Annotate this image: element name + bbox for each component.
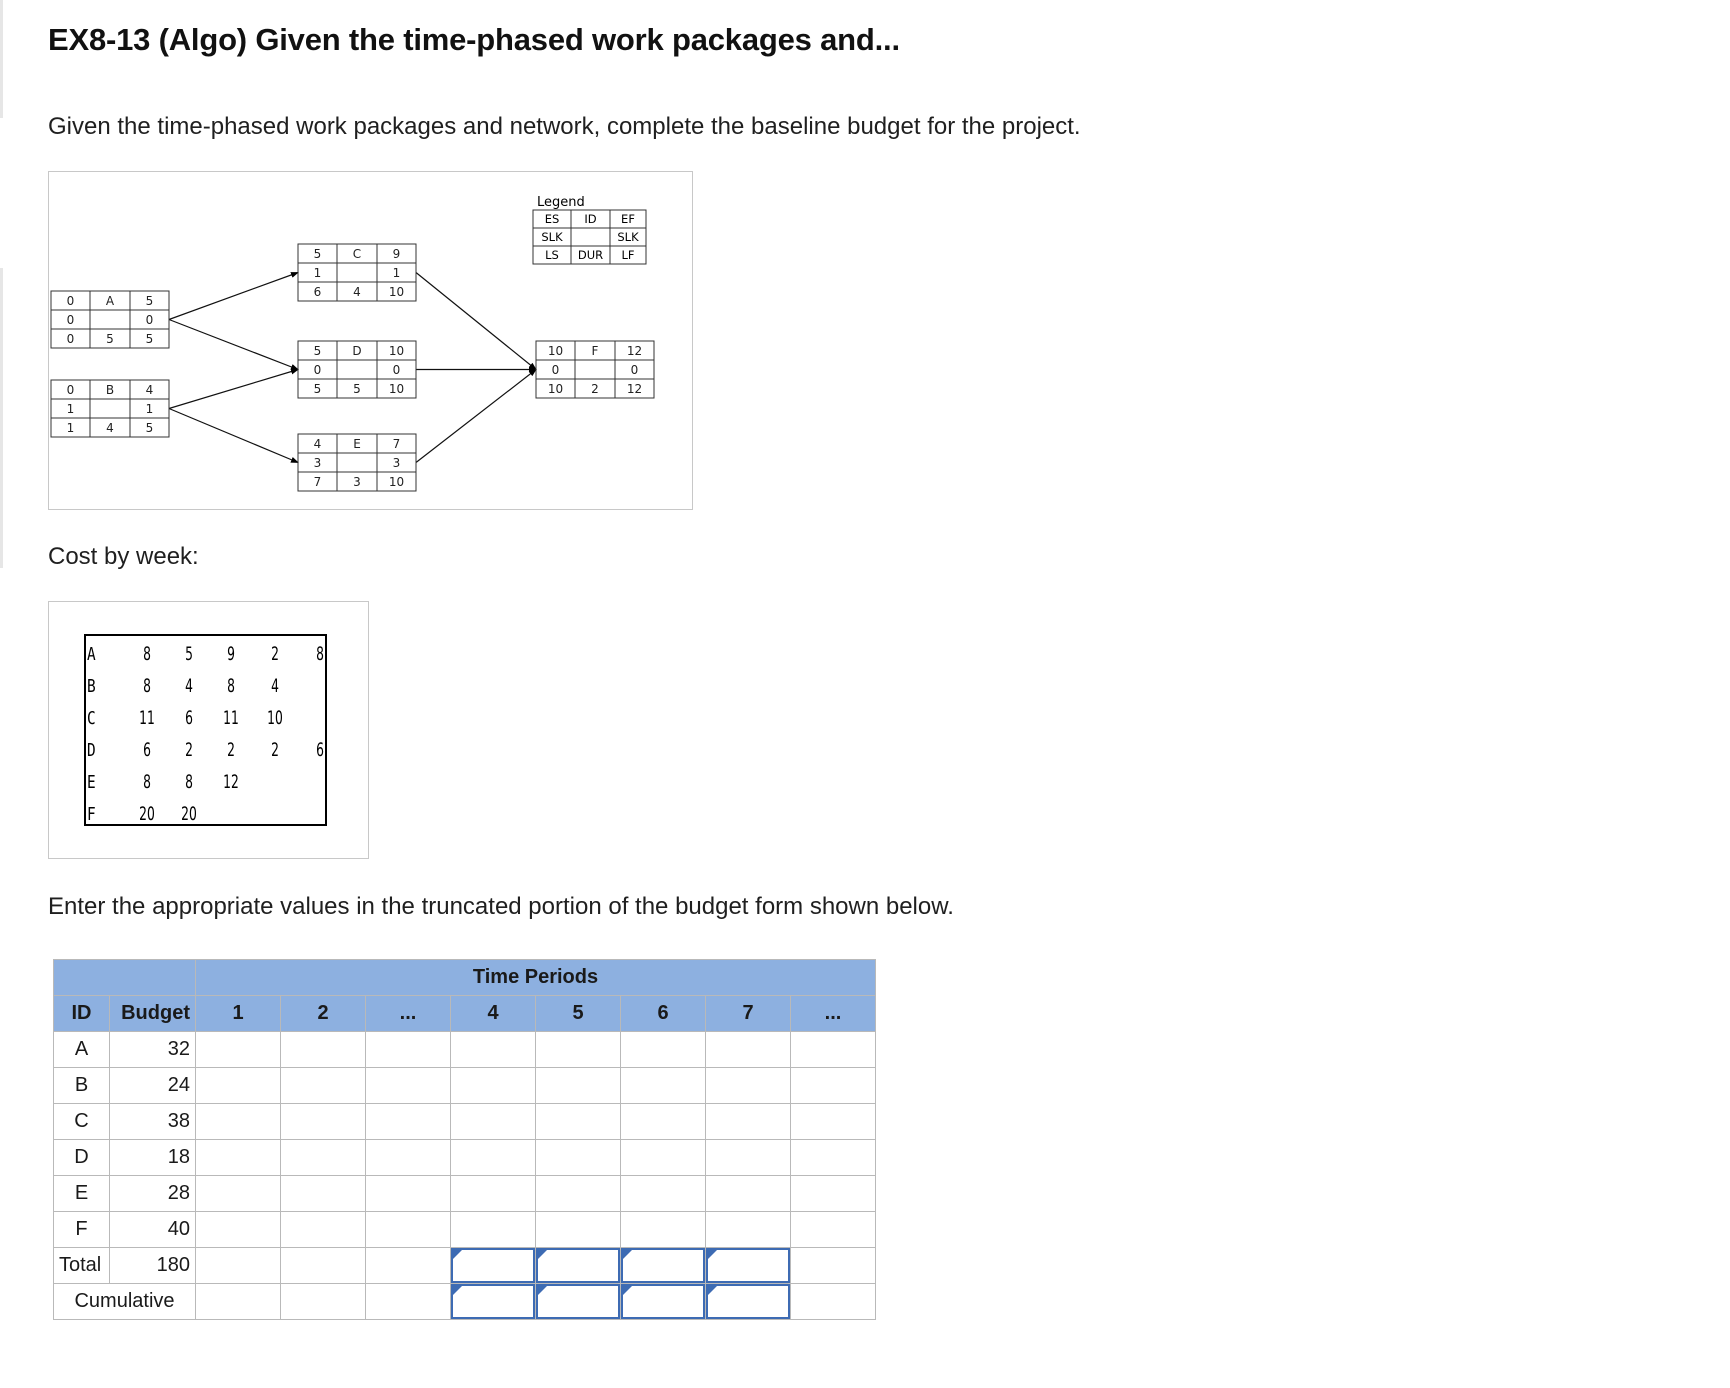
legend-row1-1: ID	[584, 212, 597, 226]
table-row	[54, 1068, 876, 1104]
period-cell	[366, 1212, 451, 1248]
node-f-lf: 12	[626, 382, 643, 396]
period-cell	[451, 1104, 536, 1140]
cumulative-period-cell	[281, 1284, 366, 1320]
edge-b-d	[169, 370, 298, 409]
period-cell	[281, 1176, 366, 1212]
period-cell	[791, 1140, 876, 1176]
cost-row-a	[87, 643, 324, 665]
period-cell	[536, 1032, 621, 1068]
period-cell	[196, 1032, 281, 1068]
legend-row3-0: LS	[545, 248, 559, 262]
node-e-ef: 7	[392, 437, 401, 451]
cost-value: 11	[223, 706, 239, 729]
period-cell	[366, 1068, 451, 1104]
left-edge-strip-lower	[0, 268, 3, 568]
row-id-d: D	[54, 1140, 110, 1176]
period-cell	[281, 1068, 366, 1104]
period-cell	[621, 1212, 706, 1248]
cost-value: 10	[267, 706, 283, 729]
total-period-6-input-box	[706, 1248, 790, 1283]
node-d-slk_l: 0	[313, 363, 322, 377]
node-e-id: E	[353, 437, 361, 451]
legend-row3-2: LF	[621, 248, 635, 262]
cost-value: 6	[185, 706, 193, 729]
node-f-dur: 2	[591, 382, 599, 396]
period-cell	[451, 1212, 536, 1248]
node-a-slk_l: 0	[66, 313, 75, 327]
node-e-slk_r: 3	[392, 456, 401, 470]
cost-row-d	[87, 739, 324, 761]
total-row	[54, 1248, 876, 1284]
cumulative-label: Cumulative	[54, 1284, 196, 1320]
row-id-f: F	[54, 1212, 110, 1248]
total-budget: 180	[110, 1248, 196, 1284]
total-period-6-input[interactable]	[708, 1250, 788, 1281]
node-f-slk_r: 0	[630, 363, 639, 377]
total-period-4-input-box	[536, 1248, 620, 1283]
edge-c-f	[416, 273, 536, 370]
node-e-slk_l: 3	[313, 456, 322, 470]
cumulative-period-6-input[interactable]	[708, 1286, 788, 1317]
cost-row-id: F	[87, 803, 96, 825]
total-period-6-cell	[706, 1248, 791, 1284]
legend-title: Legend	[537, 195, 585, 210]
network-node-d	[298, 341, 416, 398]
period-cell	[281, 1032, 366, 1068]
period-cell	[451, 1068, 536, 1104]
node-e-dur: 3	[353, 475, 361, 489]
node-c-dur: 4	[353, 285, 361, 299]
node-b-ls: 1	[66, 421, 75, 435]
cost-value: 4	[185, 674, 193, 697]
node-e-ls: 7	[313, 475, 322, 489]
cost-value: 11	[139, 706, 155, 729]
cumulative-period-cell	[366, 1284, 451, 1320]
cost-table-frame	[85, 635, 326, 825]
period-cell	[706, 1104, 791, 1140]
network-nodes	[51, 244, 654, 491]
period-cell	[366, 1140, 451, 1176]
total-period-cell	[281, 1248, 366, 1284]
cumulative-period-5-cell	[621, 1284, 706, 1320]
period-header-4: 5	[536, 996, 621, 1032]
total-label: Total	[54, 1248, 110, 1284]
node-d-lf: 10	[388, 382, 405, 396]
node-c-es: 5	[313, 247, 322, 261]
network-legend	[533, 195, 646, 264]
cumulative-period-5-input-box	[621, 1284, 705, 1319]
table-row	[54, 1140, 876, 1176]
total-period-cell	[366, 1248, 451, 1284]
period-cell	[791, 1104, 876, 1140]
cumulative-period-3-input[interactable]	[453, 1286, 533, 1317]
node-c-slk_r: 1	[392, 266, 401, 280]
cost-row-id: D	[87, 739, 96, 761]
row-budget-b: 24	[110, 1068, 196, 1104]
period-cell	[621, 1176, 706, 1212]
period-cell	[536, 1068, 621, 1104]
legend-row2-2: SLK	[617, 230, 639, 244]
period-cell	[366, 1104, 451, 1140]
page-title: EX8-13 (Algo) Given the time-phased work packages and...	[48, 22, 900, 57]
edge-e-f	[416, 370, 536, 463]
header-blank	[54, 960, 196, 996]
node-d-dur: 5	[353, 382, 361, 396]
cumulative-period-4-input[interactable]	[538, 1286, 618, 1317]
period-cell	[196, 1104, 281, 1140]
node-b-dur: 4	[106, 421, 114, 435]
cost-by-week-label: Cost by week:	[48, 543, 199, 570]
table-row	[54, 1032, 876, 1068]
cumulative-period-3-cell	[451, 1284, 536, 1320]
node-a-es: 0	[66, 294, 75, 308]
period-cell	[791, 1068, 876, 1104]
cost-value: 9	[227, 642, 235, 665]
period-header-0: 1	[196, 996, 281, 1032]
cost-rows	[87, 643, 324, 825]
node-c-ls: 6	[313, 285, 322, 299]
cost-value: 8	[227, 674, 235, 697]
period-cell	[706, 1032, 791, 1068]
network-diagram-svg	[49, 172, 692, 509]
period-cell	[281, 1212, 366, 1248]
period-cell	[536, 1212, 621, 1248]
node-a-lf: 5	[145, 332, 154, 346]
total-period-3-cell	[451, 1248, 536, 1284]
node-f-slk_l: 0	[551, 363, 560, 377]
node-c-id: C	[352, 247, 362, 261]
row-id-b: B	[54, 1068, 110, 1104]
node-b-slk_r: 1	[145, 402, 154, 416]
cumulative-period-cell	[196, 1284, 281, 1320]
period-cell	[791, 1176, 876, 1212]
row-id-c: C	[54, 1104, 110, 1140]
period-cell	[281, 1104, 366, 1140]
total-period-5-input-box	[621, 1248, 705, 1283]
cumulative-period-4-cell	[536, 1284, 621, 1320]
row-id-a: A	[54, 1032, 110, 1068]
period-cell	[196, 1140, 281, 1176]
table-row	[54, 1212, 876, 1248]
node-f-ef: 12	[626, 344, 643, 358]
node-d-es: 5	[313, 344, 322, 358]
period-cell	[281, 1140, 366, 1176]
node-b-lf: 5	[145, 421, 154, 435]
cumulative-period-6-cell	[706, 1284, 791, 1320]
node-e-es: 4	[313, 437, 322, 451]
period-header-row	[54, 996, 876, 1032]
cost-value: 2	[227, 738, 235, 761]
node-c-ef: 9	[392, 247, 401, 261]
cost-row-c	[87, 707, 283, 729]
period-cell	[536, 1104, 621, 1140]
period-header-7: ...	[791, 996, 876, 1032]
total-period-5-cell	[621, 1248, 706, 1284]
cost-by-week-table	[48, 601, 369, 859]
period-header-5: 6	[621, 996, 706, 1032]
cost-value: 4	[271, 674, 279, 697]
network-node-a	[51, 291, 169, 348]
legend-row1-2: EF	[621, 212, 635, 226]
cost-value: 2	[271, 642, 279, 665]
period-cell	[706, 1140, 791, 1176]
legend-row3-1: DUR	[577, 248, 604, 262]
cost-value: 6	[143, 738, 151, 761]
row-budget-a: 32	[110, 1032, 196, 1068]
node-e-lf: 10	[388, 475, 405, 489]
edge-a-c	[169, 273, 298, 320]
node-a-ls: 0	[66, 332, 75, 346]
cost-value: 6	[316, 738, 324, 761]
node-a-ef: 5	[145, 294, 154, 308]
period-cell	[621, 1140, 706, 1176]
period-header-3: 4	[451, 996, 536, 1032]
budget-form	[53, 959, 876, 1320]
cost-row-id: B	[87, 675, 96, 697]
network-node-b	[51, 380, 169, 437]
network-diagram	[48, 171, 693, 510]
cumulative-period-4-input-box	[536, 1284, 620, 1319]
period-cell	[451, 1140, 536, 1176]
cost-value: 20	[139, 802, 155, 825]
period-cell	[366, 1032, 451, 1068]
node-b-ef: 4	[145, 383, 154, 397]
period-cell	[451, 1176, 536, 1212]
period-cell	[621, 1104, 706, 1140]
edge-b-e	[169, 409, 298, 463]
period-cell	[791, 1212, 876, 1248]
instructions: Given the time-phased work packages and network, complete the baseline budget for the project.	[48, 113, 1081, 140]
period-cell	[621, 1068, 706, 1104]
table-row	[54, 1104, 876, 1140]
left-edge-strip	[0, 0, 3, 118]
period-cell	[366, 1176, 451, 1212]
node-d-ef: 10	[388, 344, 405, 358]
row-id-e: E	[54, 1176, 110, 1212]
cost-row-id: C	[87, 707, 96, 729]
cumulative-period-cell	[791, 1284, 876, 1320]
network-node-e	[298, 434, 416, 491]
node-a-id: A	[105, 294, 115, 308]
total-period-3-input[interactable]	[453, 1250, 533, 1281]
period-cell	[196, 1068, 281, 1104]
period-cell	[791, 1032, 876, 1068]
cost-row-id: E	[87, 771, 96, 793]
cost-by-week-svg	[49, 602, 368, 858]
total-period-3-input-box	[451, 1248, 535, 1283]
row-budget-c: 38	[110, 1104, 196, 1140]
cumulative-period-5-input[interactable]	[623, 1286, 703, 1317]
network-node-c	[298, 244, 416, 301]
period-cell	[196, 1176, 281, 1212]
node-a-slk_r: 0	[145, 313, 154, 327]
total-period-4-cell	[536, 1248, 621, 1284]
row-budget-d: 18	[110, 1140, 196, 1176]
period-cell	[196, 1212, 281, 1248]
node-f-id: F	[591, 344, 599, 358]
node-d-id: D	[352, 344, 362, 358]
total-period-cell	[791, 1248, 876, 1284]
cumulative-period-6-input-box	[706, 1284, 790, 1319]
time-periods-header: Time Periods	[196, 960, 876, 996]
cost-value: 8	[143, 642, 151, 665]
node-c-slk_l: 1	[313, 266, 322, 280]
network-node-f	[536, 341, 654, 398]
period-header-6: 7	[706, 996, 791, 1032]
cost-value: 20	[181, 802, 197, 825]
id-column-header: ID	[54, 996, 110, 1032]
cost-row-f	[87, 803, 197, 825]
total-period-cell	[196, 1248, 281, 1284]
node-b-es: 0	[66, 383, 75, 397]
cost-row-e	[87, 771, 239, 793]
cost-value: 12	[223, 770, 239, 793]
budget-rows	[54, 1032, 876, 1320]
form-instructions: Enter the appropriate values in the truncated portion of the budget form shown below.	[48, 893, 954, 920]
cost-row-id: A	[87, 643, 96, 665]
cost-value: 8	[316, 642, 324, 665]
node-a-dur: 5	[106, 332, 114, 346]
cumulative-row	[54, 1284, 876, 1320]
period-cell	[706, 1212, 791, 1248]
period-cell	[706, 1068, 791, 1104]
total-period-4-input[interactable]	[538, 1250, 618, 1281]
node-c-lf: 10	[388, 285, 405, 299]
budget-column-header: Budget	[110, 996, 196, 1032]
cost-value: 8	[185, 770, 193, 793]
node-f-es: 10	[547, 344, 564, 358]
node-d-slk_r: 0	[392, 363, 401, 377]
period-cell	[621, 1032, 706, 1068]
table-row	[54, 1176, 876, 1212]
legend-row1-0: ES	[544, 212, 560, 226]
cumulative-period-3-input-box	[451, 1284, 535, 1319]
node-f-ls: 10	[547, 382, 564, 396]
cost-value: 8	[143, 770, 151, 793]
cost-value: 2	[185, 738, 193, 761]
node-d-ls: 5	[313, 382, 322, 396]
node-b-slk_l: 1	[66, 402, 75, 416]
row-budget-e: 28	[110, 1176, 196, 1212]
node-b-id: B	[105, 383, 115, 397]
total-period-5-input[interactable]	[623, 1250, 703, 1281]
legend-row2-0: SLK	[541, 230, 563, 244]
period-header-1: 2	[281, 996, 366, 1032]
cost-value: 8	[143, 674, 151, 697]
cost-row-b	[87, 675, 279, 697]
period-cell	[706, 1176, 791, 1212]
period-cell	[536, 1140, 621, 1176]
period-cell	[536, 1176, 621, 1212]
period-header-2: ...	[366, 996, 451, 1032]
period-cell	[451, 1032, 536, 1068]
cost-value: 2	[271, 738, 279, 761]
row-budget-f: 40	[110, 1212, 196, 1248]
cost-value: 5	[185, 642, 193, 665]
edge-a-d	[169, 320, 298, 370]
